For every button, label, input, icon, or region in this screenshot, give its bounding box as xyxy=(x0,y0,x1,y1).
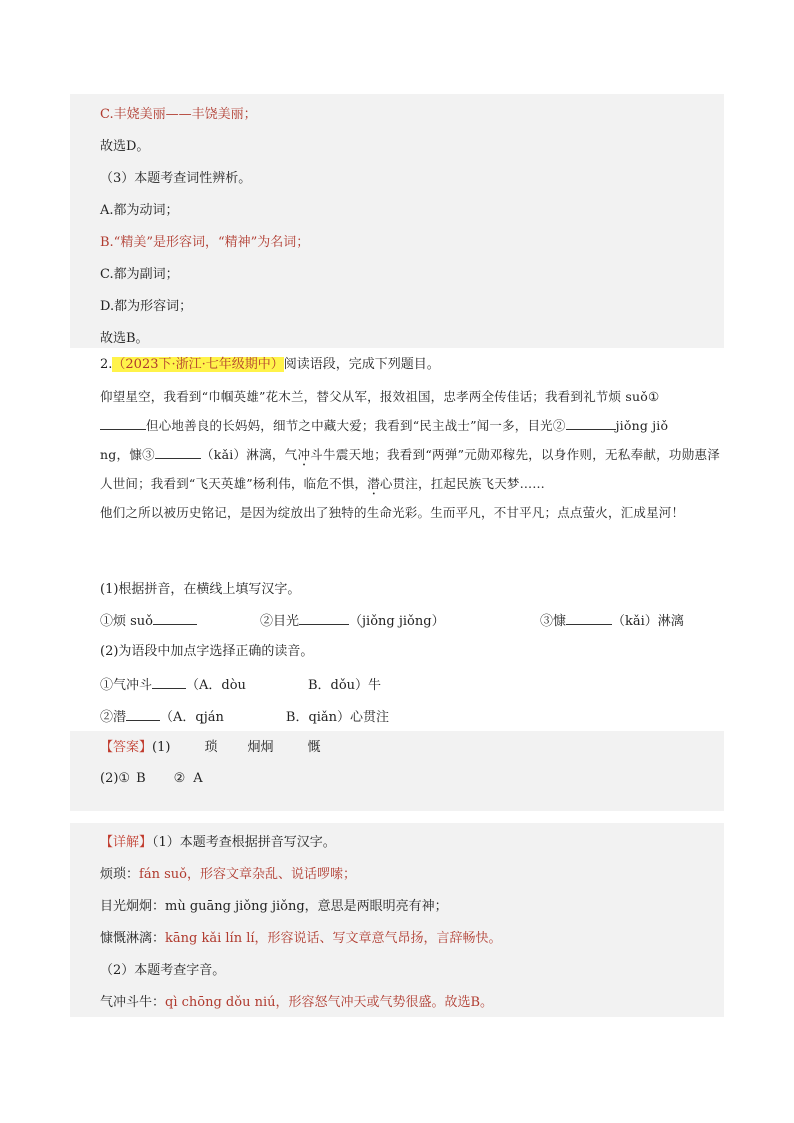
answer-line-part3: （3）本题考查词性辨析。 xyxy=(100,171,252,186)
answer-kai: 慨 xyxy=(307,740,321,755)
sub-question-2-prompt: (2)为语段中加点字选择正确的读音。 xyxy=(100,644,314,659)
detail-line-qichongdouniu: 气冲斗牛：qì chōng dǒu niú，形容怒气冲天或气势很盛。故选B。 xyxy=(100,995,494,1010)
question-header xyxy=(100,357,440,373)
sub-question-1-prompt: (1)根据拼音，在横线上填写汉字。 xyxy=(100,582,301,597)
sub-question-2-item-2: ②潜 （A．qján B．qiǎn）心贯注 xyxy=(100,710,390,725)
answer-line-c: C.丰娆美丽——丰饶美丽； xyxy=(100,107,257,122)
dotted-char-qian: 潜 xyxy=(367,476,380,491)
fill-blank-2[interactable] xyxy=(299,612,349,625)
blank-3 xyxy=(155,446,201,459)
detail-block xyxy=(70,823,724,1017)
fill-blank-1[interactable] xyxy=(153,612,197,625)
sub-question-1-item-1: ①烦 suǒ xyxy=(100,612,197,630)
answer-suo: 琐 xyxy=(204,740,218,755)
question-instruction: 阅读语段，完成下列题目。 xyxy=(283,357,440,372)
answer-line-a: A.都为动词； xyxy=(100,203,179,218)
question-source-tag: （2023下·浙江·七年级期中） xyxy=(112,357,284,372)
answer-line-1: 【答案】(1) 琐 炯炯 慨 xyxy=(100,740,321,755)
sub-question-1-item-3: ③慷 （kǎi）淋漓 xyxy=(540,614,684,629)
answer-line-c2: C.都为副词； xyxy=(100,267,179,282)
detail-line-part2: （2）本题考查字音。 xyxy=(100,963,226,978)
dotted-char-chong: 冲 xyxy=(297,447,311,462)
answer-line-2: (2)① B ② A xyxy=(100,771,203,786)
answer-line-d: D.都为形容词； xyxy=(100,299,193,314)
blank-2 xyxy=(566,417,616,430)
detail-line-kangkai: 慷慨淋漓：kāng kǎi lín lí，形容说话、写文章意气昂扬，言辞畅快。 xyxy=(100,931,502,946)
reading-passage xyxy=(100,382,720,527)
answer-line-b: B.“精美”是形容词，“精神”为名词； xyxy=(100,235,310,250)
detail-intro: 【详解】（1）本题考查根据拼音写汉字。 xyxy=(100,835,336,850)
detail-line-jiongjiong: 目光炯炯：mù guāng jiǒng jiǒng，意思是两眼明亮有神； xyxy=(100,899,448,914)
choice-blank-1[interactable] xyxy=(152,676,186,689)
detail-label: 【详解】 xyxy=(100,835,153,850)
answer-jiongjiong: 炯炯 xyxy=(247,740,274,755)
blank-1 xyxy=(100,417,146,430)
answer-line-choose-b: 故选B。 xyxy=(100,331,149,346)
passage-paragraph-2: 他们之所以被历史铭记，是因为绽放出了独特的生命光彩。生而平凡，不甘平凡；点点萤火，汇成星河！ xyxy=(100,505,685,520)
question-number: 2. xyxy=(100,357,113,372)
fill-blank-3[interactable] xyxy=(566,612,612,625)
answer-label: 【答案】 xyxy=(100,740,153,755)
passage-paragraph-1: 仰望星空，我看到“巾帼英雄”花木兰，替父从军，报效祖国，忠孝两全传佳话；我看到礼节烦 suǒ① 但心地善良的长妈妈，细节之中藏大爱；我看到“民主战士”闻一多，目光② jiǒng jiǒ ng，慷③ （kǎi）淋漓，气冲斗牛震天地；我看到“两弹”元勋邓稼先，以身作则，无私奉献，功勋惠泽人世间；我看到“飞天英雄”杨利伟，临危不惧，潜心贯注，扛起民族飞天梦…… xyxy=(100,389,721,491)
answer-line-choose-d: 故选D。 xyxy=(100,139,150,154)
detail-line-fansuo: 烦琐：fán suǒ，形容文章杂乱、说话啰嗦； xyxy=(100,867,356,882)
sub-question-2-item-1: ①气冲斗 （A．dòu B．dǒu）牛 xyxy=(100,678,382,693)
choice-blank-2[interactable] xyxy=(126,708,160,721)
sub-question-1-item-2: ②目光 （jiǒng jiǒng） xyxy=(260,614,445,629)
